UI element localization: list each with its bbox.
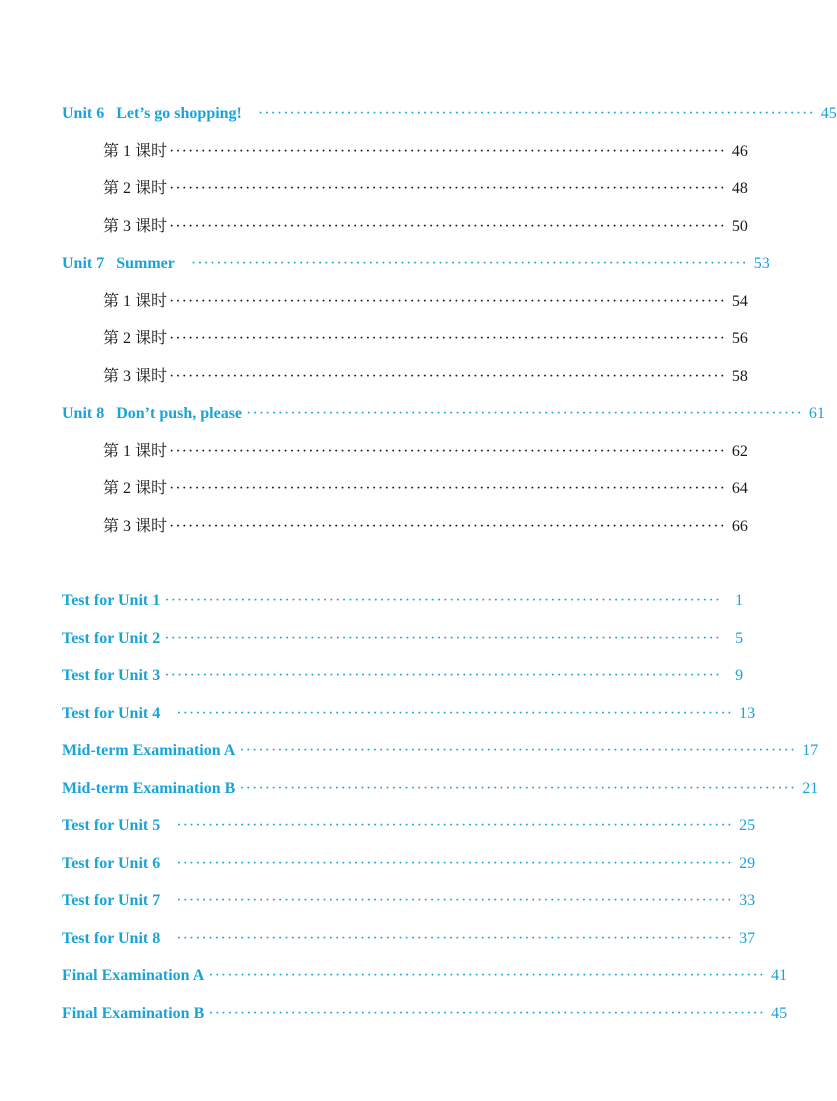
entry-title: Test for Unit 5: [62, 817, 161, 834]
toc-entry-test[interactable]: [62, 887, 756, 925]
dot-leader: ························································································: [176, 929, 734, 947]
entry-title: 第 3 课时: [103, 367, 168, 385]
dot-leader: ························································································: [169, 292, 726, 310]
toc-entry-lesson[interactable]: [62, 213, 748, 251]
unit-contents: [62, 100, 837, 550]
toc-entry-exam[interactable]: [62, 1000, 788, 1038]
toc-entry-lesson[interactable]: [62, 175, 748, 213]
dot-leader: ························································································: [208, 967, 766, 984]
entry-title: Test for Unit 1: [62, 592, 161, 609]
entry-title: Test for Unit 4: [62, 704, 161, 722]
toc-entry-lesson[interactable]: [62, 513, 748, 551]
toc-entry-lesson[interactable]: [62, 438, 748, 476]
page-number: 46: [731, 142, 748, 160]
toc-entry-lesson[interactable]: [62, 363, 748, 401]
toc-entry-unit-6[interactable]: [62, 100, 837, 138]
entry-title: Final Examination A: [62, 967, 205, 984]
entry-title: 第 1 课时: [103, 442, 168, 460]
dot-leader: ························································································: [164, 592, 722, 609]
entry-title: Unit 8 Don’t push, please: [62, 405, 243, 422]
dot-leader: ························································································: [176, 704, 734, 722]
dot-leader: ························································································: [169, 442, 726, 460]
dot-leader: ························································································: [169, 142, 726, 160]
toc-entry-exam[interactable]: [62, 737, 819, 775]
page-number: 50: [731, 217, 748, 235]
entry-title: Unit 6 Let’s go shopping!: [62, 105, 242, 122]
entry-title: Test for Unit 3: [62, 667, 161, 684]
dot-leader: ························································································: [169, 180, 726, 197]
toc-entry-test[interactable]: [62, 850, 756, 888]
dot-leader: ························································································: [169, 330, 726, 347]
dot-leader: ························································································: [169, 517, 726, 535]
toc-entry-lesson[interactable]: [62, 475, 748, 513]
dot-leader: ························································································: [246, 405, 803, 422]
page-number: 54: [731, 292, 748, 310]
page-number: 13: [739, 704, 756, 722]
page-number: 61: [808, 405, 825, 422]
dot-leader: ························································································: [257, 105, 815, 122]
dot-leader: ························································································: [239, 779, 797, 797]
entry-title: Final Examination B: [62, 1004, 205, 1022]
page-number: 5: [735, 629, 744, 647]
page-number: 41: [771, 967, 788, 984]
dot-leader: ························································································: [176, 817, 734, 834]
toc-entry-test[interactable]: [62, 812, 756, 850]
test-contents: [62, 587, 819, 1037]
page-number: 56: [731, 330, 748, 347]
entry-title: Test for Unit 6: [62, 854, 161, 872]
dot-leader: ························································································: [190, 255, 748, 272]
entry-title: 第 2 课时: [103, 330, 168, 347]
entry-title: 第 3 课时: [103, 517, 168, 535]
entry-title: 第 2 课时: [103, 480, 168, 497]
page-number: 9: [735, 667, 744, 684]
page-number: 29: [739, 854, 756, 872]
toc-entry-lesson[interactable]: [62, 325, 748, 363]
toc-entry-test[interactable]: [62, 700, 756, 738]
page-number: 37: [739, 929, 756, 947]
page-number: 17: [802, 742, 819, 759]
dot-leader: ························································································: [164, 629, 722, 647]
page-number: 48: [731, 180, 748, 197]
entry-title: Test for Unit 2: [62, 629, 161, 647]
page-number: 45: [771, 1004, 788, 1022]
page-number: 21: [802, 779, 819, 797]
page-number: 66: [731, 517, 748, 535]
toc-entry-lesson[interactable]: [62, 288, 748, 326]
dot-leader: ························································································: [169, 217, 726, 235]
dot-leader: ························································································: [164, 667, 722, 684]
toc-entry-test[interactable]: [62, 587, 744, 625]
toc-entry-unit-7[interactable]: [62, 250, 770, 288]
entry-title: 第 1 课时: [103, 142, 168, 160]
page-number: 58: [731, 367, 748, 385]
toc-entry-test[interactable]: [62, 925, 756, 963]
dot-leader: ························································································: [169, 367, 726, 385]
page-number: 33: [739, 892, 756, 909]
entry-title: Test for Unit 7: [62, 892, 161, 909]
page-number: 64: [731, 480, 748, 497]
entry-title: Mid-term Examination B: [62, 779, 236, 797]
page-number: 53: [753, 255, 770, 272]
page-number: 1: [735, 592, 744, 609]
entry-title: 第 3 课时: [103, 217, 168, 235]
toc-entry-exam[interactable]: [62, 775, 819, 813]
dot-leader: ························································································: [208, 1004, 766, 1022]
entry-title: 第 2 课时: [103, 180, 168, 197]
page-number: 25: [739, 817, 756, 834]
page-number: 62: [731, 442, 748, 460]
entry-title: Mid-term Examination A: [62, 742, 236, 759]
toc-entry-exam[interactable]: [62, 962, 788, 1000]
dot-leader: ························································································: [176, 854, 734, 872]
dot-leader: ························································································: [239, 742, 797, 759]
toc-entry-test[interactable]: [62, 662, 744, 700]
entry-title: Unit 7 Summer: [62, 255, 175, 272]
entry-title: Test for Unit 8: [62, 929, 161, 947]
toc-entry-lesson[interactable]: [62, 138, 748, 176]
dot-leader: ························································································: [176, 892, 734, 909]
page-number: 45: [820, 105, 837, 122]
toc-entry-test[interactable]: [62, 625, 744, 663]
toc-entry-unit-8[interactable]: [62, 400, 825, 438]
dot-leader: ························································································: [169, 480, 726, 497]
entry-title: 第 1 课时: [103, 292, 168, 310]
